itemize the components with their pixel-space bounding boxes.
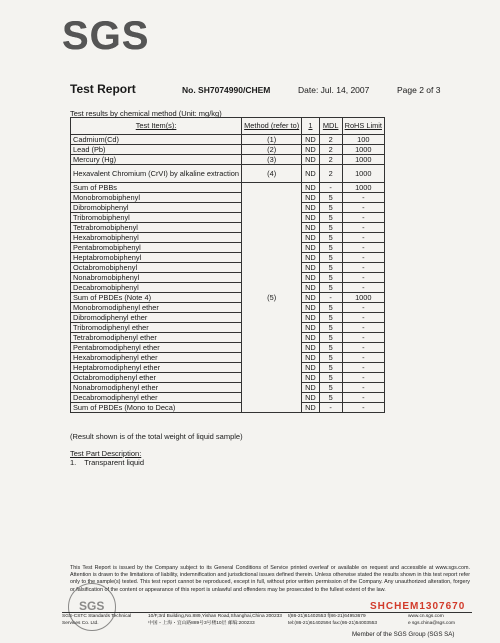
cell-v: ND <box>302 263 320 273</box>
cell-v: ND <box>302 193 320 203</box>
cell-limit: - <box>342 243 384 253</box>
footer-company: SGS-CSTC Standards Technical Services Co. Ltd. <box>62 614 132 626</box>
cell-item: Hexavalent Chromium (CrVI) by alkaline extraction <box>71 165 242 183</box>
col-mdl: MDL <box>319 118 342 135</box>
cell-mdl: 5 <box>319 303 342 313</box>
col-method: Method (refer to) <box>242 118 302 135</box>
cell-mdl: 5 <box>319 393 342 403</box>
cell-mdl: 2 <box>319 165 342 183</box>
footer-web: www.cn.sgs.com e sgs.china@sgs.com <box>408 614 455 626</box>
cell-v: ND <box>302 293 320 303</box>
cell-v: ND <box>302 353 320 363</box>
report-date: Date: Jul. 14, 2007 <box>298 85 370 95</box>
cell-limit: - <box>342 193 384 203</box>
footer-contacts: t(86-21)61402553 f(86-21)64953679 tel:(86-21)61402594 fax:(86-21)54003553 <box>288 614 378 626</box>
cell-mdl: 5 <box>319 353 342 363</box>
cell-item: Monobromodiphenyl ether <box>71 303 242 313</box>
cell-v: ND <box>302 165 320 183</box>
footer-address: 10/F,3rd Building,No.889,Yishan Road,Shanghai,China 200233 中国・上海・宜山路889号3号楼10层 邮编:200233 <box>148 614 282 626</box>
cell-v: ND <box>302 333 320 343</box>
cell-item: Lead (Pb) <box>71 145 242 155</box>
cell-limit: - <box>342 343 384 353</box>
table-row <box>71 383 385 393</box>
report-number: No. SH7074990/CHEM <box>182 85 271 95</box>
table-row <box>71 293 385 303</box>
cell-item: Heptabromobiphenyl <box>71 253 242 263</box>
table-row <box>71 253 385 263</box>
table-caption: Test results by chemical method (Unit: mg/kg) <box>70 109 222 118</box>
table-row <box>71 333 385 343</box>
cell-limit: 1000 <box>342 165 384 183</box>
cell-mdl: 5 <box>319 213 342 223</box>
table-row <box>71 393 385 403</box>
cell-mdl: - <box>319 293 342 303</box>
cell-mdl: 5 <box>319 253 342 263</box>
cell-mdl: 5 <box>319 193 342 203</box>
table-row <box>71 193 385 203</box>
table-row <box>71 145 385 155</box>
table-row <box>71 233 385 243</box>
cell-item: Sum of PBBs <box>71 183 242 193</box>
cell-limit: 1000 <box>342 145 384 155</box>
cell-v: ND <box>302 155 320 165</box>
cell-mdl: 5 <box>319 283 342 293</box>
results-table <box>70 117 385 413</box>
table-row <box>71 313 385 323</box>
table-row <box>71 353 385 363</box>
table-row <box>71 263 385 273</box>
cell-item: Nonabromodiphenyl ether <box>71 383 242 393</box>
cell-limit: - <box>342 283 384 293</box>
cell-item: Pentabromodiphenyl ether <box>71 343 242 353</box>
test-part-item: 1. Transparent liquid <box>70 458 145 467</box>
table-row <box>71 273 385 283</box>
cell-v: ND <box>302 403 320 413</box>
cell-limit: - <box>342 313 384 323</box>
cell-limit: - <box>342 213 384 223</box>
cell-mdl: 2 <box>319 145 342 155</box>
cell-v: ND <box>302 203 320 213</box>
cell-limit: - <box>342 373 384 383</box>
cell-item: Heptabromodiphenyl ether <box>71 363 242 373</box>
cell-v: ND <box>302 393 320 403</box>
cell-item: Sum of PBDEs (Mono to Deca) <box>71 403 242 413</box>
cell-method: (4) <box>242 165 302 183</box>
cell-mdl: 5 <box>319 243 342 253</box>
page-indicator: Page 2 of 3 <box>397 85 441 95</box>
table-row <box>71 223 385 233</box>
table-row <box>71 203 385 213</box>
cell-item: Hexabromobiphenyl <box>71 233 242 243</box>
table-header-row <box>71 118 385 135</box>
legal-disclaimer: This Test Report is issued by the Company subject to its General Conditions of Service printed overleaf or available on request and accessible at www.sgs.com. Attention is drawn to the limitations of liability, indemnification and jurisdictional issues defined therein. Unless otherwise stated the results shown in this test report refer only to the sample(s) tested. This test report cannot be reproduced, except in full, without prior written permission of the Company. Any unauthorized alteration, forgery or falsification of the content or appearance of this report is unlawful and offenders may be prosecuted to the fullest extent of the law. <box>70 565 470 593</box>
cell-v: ND <box>302 283 320 293</box>
table-row <box>71 165 385 183</box>
cell-mdl: 5 <box>319 363 342 373</box>
cell-mdl: 5 <box>319 263 342 273</box>
cell-limit: 1000 <box>342 183 384 193</box>
cell-item: Sum of PBDEs (Note 4) <box>71 293 242 303</box>
cell-limit: - <box>342 353 384 363</box>
cell-v: ND <box>302 303 320 313</box>
cell-v: ND <box>302 135 320 145</box>
cell-v: ND <box>302 253 320 263</box>
col-rohs-limit: RoHS Limit <box>342 118 384 135</box>
cell-limit: 1000 <box>342 155 384 165</box>
cell-v: ND <box>302 223 320 233</box>
cell-mdl: 5 <box>319 383 342 393</box>
table-row <box>71 403 385 413</box>
cell-v: ND <box>302 243 320 253</box>
cell-limit: - <box>342 383 384 393</box>
cell-v: ND <box>302 373 320 383</box>
sgs-logo: SGS <box>62 14 150 58</box>
cell-method: (3) <box>242 155 302 165</box>
cell-limit: - <box>342 403 384 413</box>
cell-item: Decabromobiphenyl <box>71 283 242 293</box>
col-sample-1: 1 <box>302 118 320 135</box>
cell-limit: - <box>342 263 384 273</box>
result-note: (Result shown is of the total weight of liquid sample) <box>70 432 243 441</box>
table-row <box>71 183 385 193</box>
table-row <box>71 343 385 353</box>
cell-mdl: 5 <box>319 223 342 233</box>
cell-item: Dibromodiphenyl ether <box>71 313 242 323</box>
cell-item: Octabromobiphenyl <box>71 263 242 273</box>
cell-v: ND <box>302 233 320 243</box>
cell-limit: - <box>342 363 384 373</box>
cell-v: ND <box>302 383 320 393</box>
cell-method: (1) <box>242 135 302 145</box>
cell-limit: - <box>342 303 384 313</box>
cell-limit: - <box>342 233 384 243</box>
cell-mdl: 5 <box>319 233 342 243</box>
cell-mdl: 2 <box>319 155 342 165</box>
cell-limit: - <box>342 223 384 233</box>
cell-item: Tetrabromobiphenyl <box>71 223 242 233</box>
table-row <box>71 213 385 223</box>
footer-divider <box>62 612 472 613</box>
report-title: Test Report <box>70 82 136 96</box>
cell-item: Octabromodiphenyl ether <box>71 373 242 383</box>
cell-v: ND <box>302 213 320 223</box>
cell-item: Dibromobiphenyl <box>71 203 242 213</box>
cell-limit: - <box>342 333 384 343</box>
cell-v: ND <box>302 183 320 193</box>
cell-mdl: 5 <box>319 273 342 283</box>
test-part-title: Test Part Description: <box>70 449 142 458</box>
cell-mdl: - <box>319 183 342 193</box>
member-notice: Member of the SGS Group (SGS SA) <box>352 631 455 638</box>
cell-item: Mercury (Hg) <box>71 155 242 165</box>
cell-v: ND <box>302 273 320 283</box>
cell-item: Cadmium(Cd) <box>71 135 242 145</box>
cell-v: ND <box>302 323 320 333</box>
cell-limit: - <box>342 203 384 213</box>
cell-mdl: 5 <box>319 333 342 343</box>
cell-mdl: 5 <box>319 313 342 323</box>
cell-mdl: 5 <box>319 343 342 353</box>
cell-limit: - <box>342 393 384 403</box>
table-row <box>71 243 385 253</box>
cell-method: (5) <box>242 183 302 413</box>
cell-item: Tribromodiphenyl ether <box>71 323 242 333</box>
table-row <box>71 373 385 383</box>
sgs-seal-stamp: SGS <box>68 583 116 631</box>
table-row <box>71 283 385 293</box>
table-row <box>71 303 385 313</box>
cell-limit: - <box>342 273 384 283</box>
cell-mdl: 5 <box>319 203 342 213</box>
cell-limit: - <box>342 323 384 333</box>
cell-item: Tetrabromodiphenyl ether <box>71 333 242 343</box>
cell-limit: - <box>342 253 384 263</box>
cell-mdl: 5 <box>319 323 342 333</box>
cell-item: Nonabromobiphenyl <box>71 273 242 283</box>
cell-v: ND <box>302 145 320 155</box>
cell-limit: 100 <box>342 135 384 145</box>
cell-mdl: 5 <box>319 373 342 383</box>
table-row <box>71 135 385 145</box>
cell-item: Pentabromobiphenyl <box>71 243 242 253</box>
cell-v: ND <box>302 343 320 353</box>
cell-item: Decabromodiphenyl ether <box>71 393 242 403</box>
cell-mdl: - <box>319 403 342 413</box>
table-row <box>71 323 385 333</box>
cell-method: (2) <box>242 145 302 155</box>
cell-v: ND <box>302 313 320 323</box>
table-row <box>71 155 385 165</box>
cell-v: ND <box>302 363 320 373</box>
col-test-item: Test Item(s): <box>71 118 242 135</box>
cell-item: Monobromobiphenyl <box>71 193 242 203</box>
table-row <box>71 363 385 373</box>
cell-mdl: 2 <box>319 135 342 145</box>
cell-limit: 1000 <box>342 293 384 303</box>
cell-item: Hexabromodiphenyl ether <box>71 353 242 363</box>
cell-item: Tribromobiphenyl <box>71 213 242 223</box>
reference-code: SHCHEM1307670 <box>370 601 466 612</box>
